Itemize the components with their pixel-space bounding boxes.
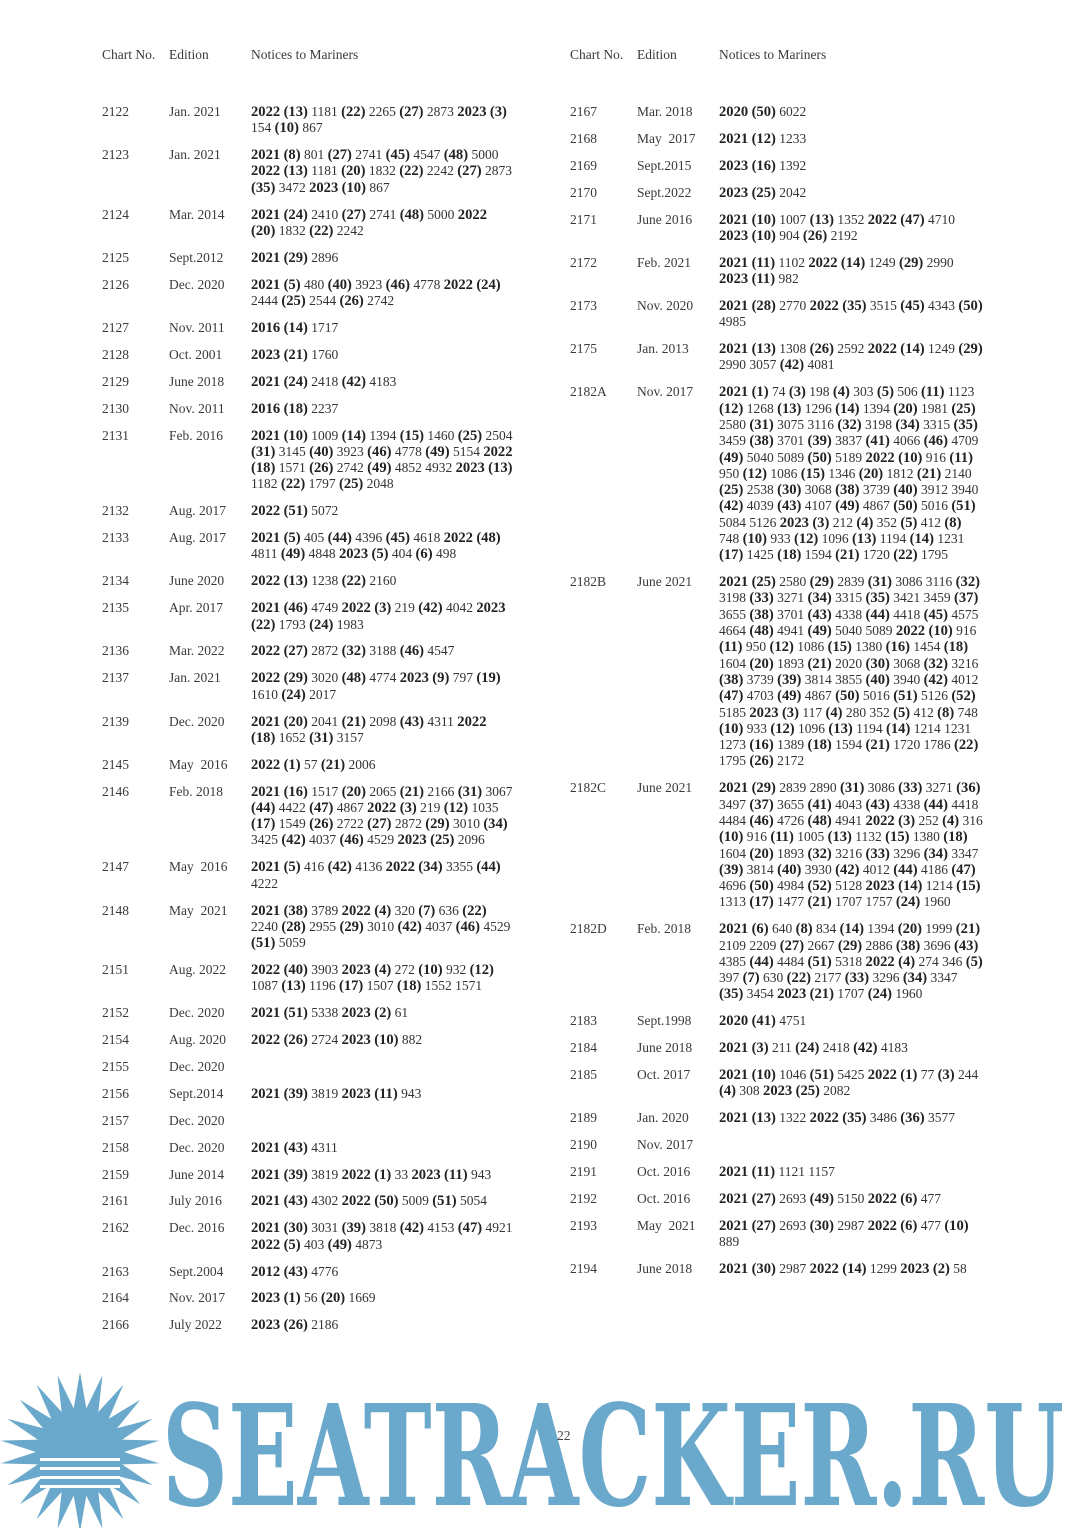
edition-date: Dec. 2020 <box>169 1005 225 1021</box>
edition-date: May 2016 <box>169 859 228 875</box>
chart-number: 2170 <box>570 184 597 200</box>
notices-list: 2021 (30) 3031 (39) 3818 (42) 4153 (47) 4921 2022 (5) 403 (49) 4873 <box>251 1220 513 1253</box>
table-row <box>570 341 1000 374</box>
table-row <box>570 158 1000 174</box>
notices-list: 2022 (13) 1181 (22) 2265 (27) 2873 2023 (3) 154 (10) 867 <box>251 104 507 137</box>
table-row <box>570 255 1000 288</box>
chart-number: 2148 <box>102 902 129 918</box>
chart-number: 2161 <box>102 1193 129 1209</box>
edition-date: June 2016 <box>637 211 693 227</box>
edition-date: June 2018 <box>637 1261 693 1277</box>
edition-date: Sept.2014 <box>169 1085 224 1101</box>
chart-number: 2124 <box>102 206 129 222</box>
edition-date: Dec. 2020 <box>169 1112 225 1128</box>
chart-number: 2193 <box>570 1217 597 1233</box>
chart-number: 2139 <box>102 713 129 729</box>
header-chart-no: Chart No. <box>102 47 156 62</box>
table-row <box>102 347 532 363</box>
notices-list <box>719 1137 983 1153</box>
edition-date: Dec. 2020 <box>169 276 225 292</box>
chart-number: 2163 <box>102 1263 129 1279</box>
notices-list: 2023 (26) 2186 <box>251 1317 339 1334</box>
table-row <box>102 1005 532 1021</box>
edition-date: Nov. 2017 <box>637 1137 694 1153</box>
table-row <box>102 600 532 633</box>
notices-list: 2021 (12) 1233 <box>719 130 807 147</box>
edition-date: Nov. 2011 <box>169 319 225 335</box>
notices-list: 2023 (1) 56 (20) 1669 <box>251 1290 376 1307</box>
sun-logo-icon <box>1 1372 159 1528</box>
watermark-text: SEATRACKER.RU <box>162 1375 1064 1528</box>
notices-list: 2021 (13) 1308 (26) 2592 2022 (14) 1249 (29) 2990 3057 (42) 4081 <box>719 341 983 374</box>
chart-number: 2184 <box>570 1040 597 1056</box>
table-row <box>570 212 1000 245</box>
notices-list: 2021 (10) 1007 (13) 1352 2022 (47) 4710 2023 (10) 904 (26) 2192 <box>719 211 955 244</box>
notices-list: 2021 (5) 405 (44) 4396 (45) 4618 2022 (48) 4811 (49) 4848 2023 (5) 404 (6) 498 <box>251 530 501 563</box>
chart-number: 2175 <box>570 341 597 357</box>
edition-date: Sept.2012 <box>169 249 224 265</box>
table-row <box>102 530 532 563</box>
notices-list: 2022 (26) 2724 2023 (10) 882 <box>251 1032 423 1049</box>
chart-number: 2182D <box>570 921 607 937</box>
edition-date: Aug. 2022 <box>169 962 226 978</box>
table-row <box>102 1059 532 1075</box>
table-row <box>102 757 532 773</box>
notices-list: 2022 (13) 1238 (22) 2160 <box>251 573 397 590</box>
left-rows <box>102 104 532 1344</box>
notices-list: 2021 (39) 3819 2023 (11) 943 <box>251 1085 422 1102</box>
edition-date: Jan. 2021 <box>169 104 221 119</box>
sea-wave-icon <box>40 1485 120 1488</box>
notices-list: 2021 (25) 2580 (29) 2839 (31) 3086 3116 (32) 3198 (33) 3271 (34) 3315 (35) 3421 3459 (37) 3655 (38) 3701 (43) 4338 (44) 4418 (45) 4575 4664 (48) 4941 (49) 5040 5089 2022 (10) 916 (11) 950 (12) 1086 (15) 1380 (16) 1454 (18) 1604 (20) 1893 (21) 2020 (30) 3068 (32) 3216 (38) 3739 (39) 3814 3855 (40) 3940 (42) 4012 (47) 4703 (49) 4867 (50) 5016 (51) 5126 (52) 5185 2023 (3) 117 (4) 280 352 (5) 412 (8) 748 (10) 933 (12) 1096 (13) 1194 (14) 1214 1231 1273 (16) 1389 (18) 1594 (21) 1720 1786 (22) 1795 (26) 2172 <box>719 574 980 770</box>
edition-date: Dec. 2020 <box>169 1059 225 1075</box>
edition-date: Nov. 2017 <box>637 384 694 400</box>
table-row <box>570 1137 1000 1153</box>
edition-date: Feb. 2018 <box>169 783 223 799</box>
notices-list: 2021 (39) 3819 2022 (1) 33 2023 (11) 943 <box>251 1166 492 1183</box>
table-row <box>570 921 1000 1002</box>
notices-list: 2021 (27) 2693 (30) 2987 2022 (6) 477 (10) 889 <box>719 1217 969 1250</box>
chart-number: 2136 <box>102 643 129 659</box>
notices-list: 2021 (51) 5338 2023 (2) 61 <box>251 1005 409 1022</box>
edition-date: Dec. 2020 <box>169 1139 225 1155</box>
table-row <box>102 1167 532 1183</box>
notices-list: 2021 (11) 1102 2022 (14) 1249 (29) 2990 2023 (11) 982 <box>719 254 954 288</box>
notices-list: 2021 (11) 1121 1157 <box>719 1164 835 1181</box>
table-row <box>570 131 1000 147</box>
chart-number: 2147 <box>102 859 129 875</box>
edition-date: Nov. 2020 <box>637 297 694 313</box>
chart-number: 2134 <box>102 573 129 589</box>
table-row <box>102 962 532 995</box>
table-row <box>570 298 1000 331</box>
header-edition: Edition <box>169 47 209 62</box>
notices-list: 2016 (18) 2237 <box>251 400 339 417</box>
chart-number: 2123 <box>102 147 129 163</box>
notices-list: 2021 (13) 1322 2022 (35) 3486 (36) 3577 <box>719 1110 955 1127</box>
chart-number: 2194 <box>570 1261 597 1277</box>
table-row <box>102 207 532 240</box>
notices-list: 2021 (43) 4311 <box>251 1139 338 1156</box>
notices-list: 2021 (5) 416 (42) 4136 2022 (34) 3355 (44) 4222 <box>251 859 501 891</box>
table-row <box>102 1193 532 1209</box>
notices-list: 2021 (3) 211 (24) 2418 (42) 4183 <box>719 1040 908 1057</box>
table-row <box>570 1067 1000 1100</box>
edition-date: Jan. 2020 <box>637 1110 689 1126</box>
chart-number: 2128 <box>102 346 129 362</box>
chart-number: 2130 <box>102 400 129 416</box>
chart-number: 2169 <box>570 157 597 173</box>
chart-number: 2155 <box>102 1059 129 1075</box>
edition-date: Feb. 2021 <box>637 254 691 270</box>
chart-number: 2122 <box>102 104 129 119</box>
edition-date: Mar. 2022 <box>169 643 225 659</box>
notices-list <box>251 1113 513 1129</box>
edition-date: Oct. 2017 <box>637 1067 691 1083</box>
edition-date: May 2017 <box>637 130 696 146</box>
notices-list: 2021 (16) 1517 (20) 2065 (21) 2166 (31) 3067 (44) 4422 (47) 4867 2022 (3) 219 (12) 1035 (17) 1549 (26) 2722 (27) 2872 (29) 3010 (34) 3425 (42) 4037 (46) 4529 2023 (25) 2096 <box>251 783 513 849</box>
chart-number: 2172 <box>570 254 597 270</box>
header-edition: Edition <box>637 47 677 62</box>
edition-date: Oct. 2016 <box>637 1191 691 1207</box>
notices-list: 2021 (43) 4302 2022 (50) 5009 (51) 5054 <box>251 1193 487 1210</box>
notices-list: 2021 (10) 1046 (51) 5425 2022 (1) 77 (3) 244 (4) 308 2023 (25) 2082 <box>719 1067 979 1100</box>
column-header <box>102 47 532 65</box>
table-row <box>102 1317 532 1333</box>
edition-date: Dec. 2020 <box>169 713 225 729</box>
right-rows <box>570 104 1000 1288</box>
edition-date: Aug. 2017 <box>169 530 226 546</box>
notices-list: 2022 (27) 2872 (32) 3188 (46) 4547 <box>251 643 455 660</box>
chart-number: 2157 <box>102 1112 129 1128</box>
table-row <box>570 1191 1000 1207</box>
notices-list: 2021 (20) 2041 (21) 2098 (43) 4311 2022 (18) 1652 (31) 3157 <box>251 713 487 746</box>
chart-number: 2192 <box>570 1191 597 1207</box>
table-row <box>102 1113 532 1129</box>
chart-number: 2132 <box>102 503 129 519</box>
edition-date: Sept.1998 <box>637 1013 692 1029</box>
edition-date: Mar. 2018 <box>637 104 693 119</box>
notices-list: 2016 (14) 1717 <box>251 319 339 336</box>
notices-list: 2021 (46) 4749 2022 (3) 219 (42) 4042 2023 (22) 1793 (24) 1983 <box>251 600 506 633</box>
edition-date: June 2021 <box>637 574 693 590</box>
edition-date: Oct. 2016 <box>637 1164 691 1180</box>
edition-date: Aug. 2020 <box>169 1032 226 1048</box>
chart-number: 2182B <box>570 574 607 590</box>
notices-list: 2022 (29) 3020 (48) 4774 2023 (9) 797 (19) 1610 (24) 2017 <box>251 670 501 703</box>
chart-number: 2182C <box>570 780 607 796</box>
edition-date: Feb. 2016 <box>169 427 223 443</box>
table-row <box>102 670 532 703</box>
table-row <box>570 780 1000 910</box>
edition-date: May 2016 <box>169 756 228 772</box>
chart-number: 2191 <box>570 1164 597 1180</box>
chart-number: 2167 <box>570 104 597 119</box>
chart-number: 2164 <box>102 1290 129 1306</box>
table-row <box>570 1261 1000 1277</box>
notices-list: 2021 (24) 2418 (42) 4183 <box>251 373 397 390</box>
edition-date: June 2018 <box>169 373 225 389</box>
table-row <box>570 1218 1000 1251</box>
table-row <box>102 1264 532 1280</box>
chart-number: 2159 <box>102 1166 129 1182</box>
edition-date: May 2021 <box>169 902 228 918</box>
chart-number: 2151 <box>102 962 129 978</box>
notices-list: 2021 (1) 74 (3) 198 (4) 303 (5) 506 (11) 1123 (12) 1268 (13) 1296 (14) 1394 (20) 1981 (25) 2580 (31) 3075 3116 (32) 3198 (34) 3315 (35) 3459 (38) 3701 (39) 3837 (41) 4066 (46) 4709 (49) 5040 5089 (50) 5189 2022 (10) 916 (11) 950 (12) 1086 (15) 1346 (20) 1812 (21) 2140 (25) 2538 (30) 3068 (38) 3739 (40) 3912 3940 (42) 4039 (43) 4107 (49) 4867 (50) 5016 (51) 5084 5126 2023 (3) 212 (4) 352 (5) 412 (8) 748 (10) 933 (12) 1096 (13) 1194 (14) 1231 (17) 1425 (18) 1594 (21) 1720 (22) 1795 <box>719 384 979 564</box>
table-row <box>570 1040 1000 1056</box>
table-row <box>102 320 532 336</box>
chart-number: 2145 <box>102 756 129 772</box>
notices-list: 2021 (38) 3789 2022 (4) 320 (7) 636 (22) 2240 (28) 2955 (29) 3010 (42) 4037 (46) 4529 (51) 5059 <box>251 902 511 952</box>
header-notices: Notices to Mariners <box>251 47 359 62</box>
sun-disc-icon <box>36 1408 124 1496</box>
table-row <box>570 574 1000 770</box>
chart-number: 2126 <box>102 276 129 292</box>
chart-number: 2127 <box>102 319 129 335</box>
edition-date: Sept.2015 <box>637 157 692 173</box>
table-row <box>102 428 532 493</box>
chart-number: 2185 <box>570 1067 597 1083</box>
chart-number: 2135 <box>102 600 129 616</box>
edition-date: Nov. 2017 <box>169 1290 226 1306</box>
notices-list: 2022 (1) 57 (21) 2006 <box>251 756 376 773</box>
table-row <box>570 1013 1000 1029</box>
notices-list <box>251 1059 513 1075</box>
edition-date: Nov. 2011 <box>169 400 225 416</box>
chart-number: 2133 <box>102 530 129 546</box>
table-row <box>102 643 532 659</box>
column-header <box>570 47 1000 65</box>
notices-list: 2023 (25) 2042 <box>719 184 807 201</box>
edition-date: Dec. 2016 <box>169 1220 225 1236</box>
table-row <box>102 147 532 196</box>
table-row <box>570 104 1000 120</box>
notices-list: 2021 (6) 640 (8) 834 (14) 1394 (20) 1999 (21) 2109 2209 (27) 2667 (29) 2886 (38) 3696 (43) 4385 (44) 4484 (51) 5318 2022 (4) 274 346 (5) 397 (7) 630 (22) 2177 (33) 3296 (34) 3347 (35) 3454 2023 (21) 1707 (24) 1960 <box>719 921 983 1003</box>
notices-list: 2021 (5) 480 (40) 3923 (46) 4778 2022 (24) 2444 (25) 2544 (26) 2742 <box>251 276 501 310</box>
table-row <box>102 784 532 849</box>
table-row <box>102 1032 532 1048</box>
table-row <box>570 1110 1000 1126</box>
edition-date: Sept.2022 <box>637 184 692 200</box>
notices-list: 2021 (30) 2987 2022 (14) 1299 2023 (2) 58 <box>719 1261 967 1278</box>
header-notices: Notices to Mariners <box>719 47 827 62</box>
chart-number: 2189 <box>570 1110 597 1126</box>
notices-list: 2012 (43) 4776 <box>251 1263 339 1280</box>
chart-number: 2137 <box>102 670 129 686</box>
chart-number: 2129 <box>102 373 129 389</box>
edition-date: July 2016 <box>169 1193 222 1209</box>
chart-number: 2173 <box>570 297 597 313</box>
table-row <box>570 185 1000 201</box>
table-row <box>102 859 532 892</box>
chart-number: 2158 <box>102 1139 129 1155</box>
table-row <box>102 1086 532 1102</box>
edition-date: Apr. 2017 <box>169 600 223 616</box>
table-row <box>102 1220 532 1253</box>
edition-date: Sept.2004 <box>169 1263 224 1279</box>
table-row <box>102 573 532 589</box>
edition-date: Jan. 2021 <box>169 670 221 686</box>
chart-number: 2162 <box>102 1220 129 1236</box>
notices-list: 2021 (28) 2770 2022 (35) 3515 (45) 4343 (50) 4985 <box>719 297 983 330</box>
sea-wave-icon <box>40 1458 120 1461</box>
table-row <box>102 277 532 310</box>
notices-list: 2021 (24) 2410 (27) 2741 (48) 5000 2022 (20) 1832 (22) 2242 <box>251 206 487 239</box>
table-row <box>102 1290 532 1306</box>
chart-number: 2190 <box>570 1137 597 1153</box>
sea-wave-icon <box>40 1476 120 1479</box>
table-row <box>102 374 532 390</box>
edition-date: Jan. 2013 <box>637 341 689 357</box>
chart-number: 2166 <box>102 1317 129 1333</box>
notices-list: 2020 (50) 6022 <box>719 104 807 120</box>
notices-list: 2021 (27) 2693 (49) 5150 2022 (6) 477 <box>719 1191 941 1208</box>
header-chart-no: Chart No. <box>570 47 624 62</box>
notices-list: 2021 (10) 1009 (14) 1394 (15) 1460 (25) 2504 (31) 3145 (40) 3923 (46) 4778 (49) 5154 2022 (18) 1571 (26) 2742 (49) 4852 4932 2023 (13) 1182 (22) 1797 (25) 2048 <box>251 427 513 493</box>
table-row <box>102 714 532 747</box>
chart-number: 2168 <box>570 130 597 146</box>
page-number: 22 <box>557 1428 571 1443</box>
edition-date: Feb. 2018 <box>637 921 691 937</box>
table-row <box>102 401 532 417</box>
sea-wave-icon <box>40 1467 120 1470</box>
edition-date: May 2021 <box>637 1217 696 1233</box>
chart-number: 2146 <box>102 783 129 799</box>
table-row <box>102 104 532 137</box>
table-row <box>102 1140 532 1156</box>
edition-date: June 2021 <box>637 780 693 796</box>
chart-number: 2156 <box>102 1085 129 1101</box>
edition-date: June 2020 <box>169 573 225 589</box>
notices-list: 2021 (29) 2839 2890 (31) 3086 (33) 3271 (36) 3497 (37) 3655 (41) 4043 (43) 4338 (44) 4418 4484 (46) 4726 (48) 4941 2022 (3) 252 (4) 316 (10) 916 (11) 1005 (13) 1132 (15) 1380 (18) 1604 (20) 1893 (32) 3216 (33) 3296 (34) 3347 (39) 3814 (40) 3930 (42) 4012 (44) 4186 (47) 4696 (50) 4984 (52) 5128 2023 (14) 1214 (15) 1313 (17) 1477 (21) 1707 1757 (24) 1960 <box>719 780 983 911</box>
edition-date: July 2022 <box>169 1317 222 1333</box>
edition-date: June 2018 <box>637 1040 693 1056</box>
table-row <box>102 503 532 519</box>
notices-list: 2023 (21) 1760 <box>251 346 339 363</box>
table-row <box>570 384 1000 563</box>
edition-date: Jan. 2021 <box>169 147 221 163</box>
edition-date: Oct. 2001 <box>169 346 223 362</box>
edition-date: June 2014 <box>169 1166 225 1182</box>
notices-list: 2023 (16) 1392 <box>719 157 807 174</box>
chart-number: 2171 <box>570 211 597 227</box>
notices-list: 2022 (51) 5072 <box>251 503 339 520</box>
chart-number: 2154 <box>102 1032 129 1048</box>
notices-list: 2021 (8) 801 (27) 2741 (45) 4547 (48) 5000 2022 (13) 1181 (20) 1832 (22) 2242 (27) 2873 (35) 3472 2023 (10) 867 <box>251 147 512 196</box>
table-row <box>102 903 532 952</box>
notices-list: 2020 (41) 4751 <box>719 1013 807 1030</box>
notices-list: 2021 (29) 2896 <box>251 249 339 266</box>
table-row <box>570 1164 1000 1180</box>
chart-number: 2182A <box>570 384 607 400</box>
chart-number: 2131 <box>102 427 129 443</box>
seatracker-watermark <box>0 1370 1080 1528</box>
chart-number: 2152 <box>102 1005 129 1021</box>
notices-list: 2022 (40) 3903 2023 (4) 272 (10) 932 (12) 1087 (13) 1196 (17) 1507 (18) 1552 1571 <box>251 962 494 995</box>
chart-number: 2183 <box>570 1013 597 1029</box>
table-row <box>102 250 532 266</box>
edition-date: Aug. 2017 <box>169 503 226 519</box>
chart-number: 2125 <box>102 249 129 265</box>
edition-date: Mar. 2014 <box>169 206 225 222</box>
